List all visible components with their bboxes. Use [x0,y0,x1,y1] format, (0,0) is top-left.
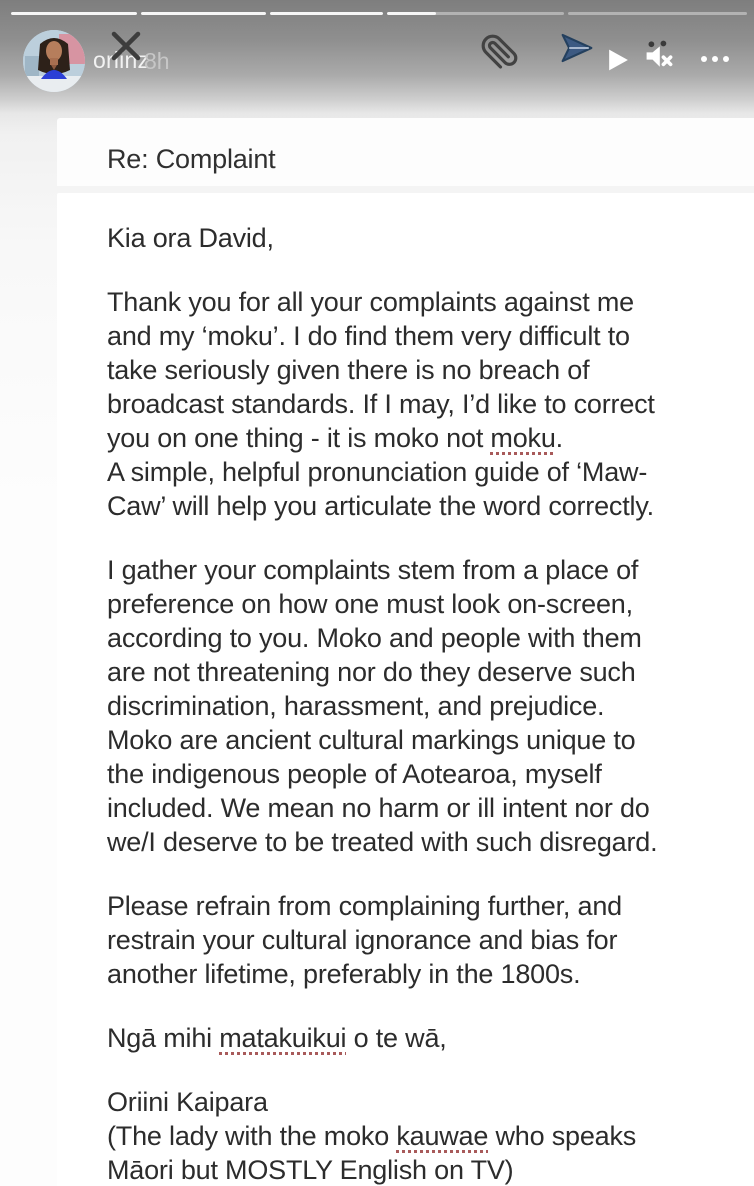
progress-fill [270,12,383,15]
close-x-icon[interactable] [109,29,143,63]
letter-line: Ngā mihi matakuikui o te wā, [107,1023,447,1053]
letter-subject: Re: Complaint [107,144,276,174]
progress-segment[interactable] [568,12,747,15]
letter-subject-card [57,118,754,186]
story-timestamp: 8h [144,48,170,74]
letter-line: take seriously given there is no breach of [107,355,590,385]
letter-line: the indigenous people of Aotearoa, myself [107,759,602,789]
letter-line: broadcast standards. If I may, I’d like to correct [107,389,655,419]
more-options-icon[interactable] [699,53,731,65]
letter-paragraph [107,1085,734,1186]
letter-line: you on one thing - it is moko not moku. [107,423,563,453]
progress-fill [387,12,437,15]
letter-line: (The lady with the moko kauwae who speaks [107,1121,637,1151]
letter-line: and my ‘moku’. I do find them very difficult to [107,321,630,351]
progress-fill [141,12,266,15]
username[interactable]: oriinz [93,47,150,73]
letter-line: I gather your complaints stem from a place of [107,555,639,585]
play-icon[interactable] [605,47,630,73]
letter-line: we/I deserve to be treated with such disregard. [107,827,658,857]
progress-segment[interactable] [387,12,565,15]
spellcheck-word: kauwae [396,1121,489,1151]
letter-paragraph [107,553,734,859]
letter-line: Caw’ will help you articulate the word correctly. [107,491,654,521]
letter-paragraph [107,889,734,991]
avatar-image [23,30,85,92]
letter-line: Thank you for all your complaints against me [107,287,634,317]
spellcheck-word: matakuikui [219,1023,347,1053]
letter-line: restrain your cultural ignorance and bias for [107,925,618,955]
spellcheck-word: moku [490,423,556,453]
letter-line: another lifetime, preferably in the 1800s. [107,959,581,989]
letter-body [57,193,754,1186]
avatar[interactable] [23,30,85,92]
progress-segment[interactable] [11,12,137,15]
send-icon[interactable] [560,31,594,65]
letter-line: Moko are ancient cultural markings unique to [107,725,636,755]
letter-card [57,193,754,1186]
progress-fill [11,12,137,15]
letter-line: Oriini Kaipara [107,1087,268,1117]
letter-line: according to you. Moko and people with them [107,623,642,653]
letter-line: included. We mean no harm or ill intent nor do [107,793,650,823]
letter-line: preference on how one must look on-screen, [107,589,633,619]
mute-icon[interactable] [643,40,679,72]
story-progress-bar [11,12,747,16]
progress-segment[interactable] [141,12,266,15]
letter-line: Māori but MOSTLY English on TV) [107,1155,514,1185]
letter-paragraph [107,1021,734,1055]
paperclip-icon[interactable] [480,33,518,71]
letter-line: Kia ora David, [107,223,274,253]
letter-line: A simple, helpful pronunciation guide of ‘Maw- [107,457,648,487]
letter-paragraph [107,221,734,255]
progress-segment[interactable] [270,12,383,15]
letter-line: discrimination, harassment, and prejudice. [107,691,605,721]
letter-line: are not threatening nor do they deserve such [107,657,636,687]
letter-paragraph [107,285,734,523]
letter-line: Please refrain from complaining further, and [107,891,622,921]
